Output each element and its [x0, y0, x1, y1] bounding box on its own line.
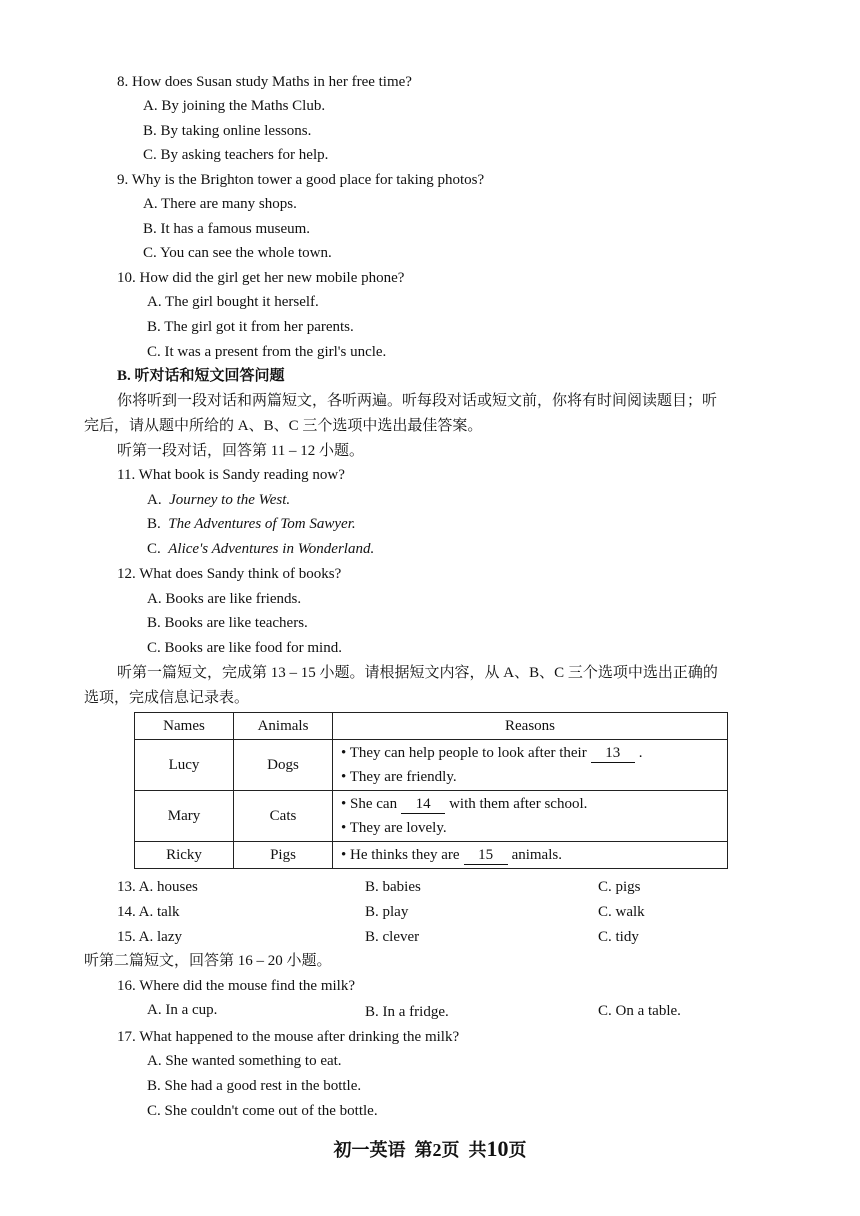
question-12: 12. What does Sandy think of books?: [117, 566, 342, 582]
cell-name: Mary: [135, 791, 234, 842]
question-11: 11. What book is Sandy reading now?: [117, 467, 345, 483]
section-b-title: B. 听对话和短文回答问题: [117, 368, 285, 384]
q13-option-b: B. babies: [365, 879, 421, 895]
q13-option-c: C. pigs: [598, 879, 641, 895]
passage2-instruction: 听第二篇短文，回答第 16 – 20 小题。: [84, 953, 332, 969]
cell-reasons: • They can help people to look after their 13 . • They are friendly.: [333, 740, 728, 791]
q12-option-b: B. Books are like teachers.: [147, 615, 308, 631]
table-row: [135, 740, 728, 791]
cell-reasons: • He thinks they are 15 animals.: [333, 842, 728, 869]
q11-option-a: A. Journey to the West.: [147, 492, 291, 508]
blank-14: 14: [401, 795, 445, 814]
cell-animal: Cats: [234, 791, 333, 842]
header-names: Names: [135, 713, 234, 740]
table-row: [135, 842, 728, 869]
cell-name: Ricky: [135, 842, 234, 869]
question-8: 8. How does Susan study Maths in her free time?: [117, 74, 412, 90]
table-row: [135, 791, 728, 842]
q10-option-a: A. The girl bought it herself.: [147, 294, 319, 310]
q8-option-a: A. By joining the Maths Club.: [143, 98, 326, 114]
blank-13: 13: [591, 744, 635, 763]
q14-option-c: C. walk: [598, 904, 645, 920]
footer-subject: 初一英语: [333, 1140, 406, 1160]
q15-option-c: C. tidy: [598, 929, 639, 945]
q15-option-a: 15. A. lazy: [117, 929, 182, 945]
cell-animal: Pigs: [234, 842, 333, 869]
q9-option-b: B. It has a famous museum.: [143, 221, 311, 237]
q15-option-b: B. clever: [365, 929, 420, 945]
q17-option-a: A. She wanted something to eat.: [147, 1053, 342, 1069]
question-10: 10. How did the girl get her new mobile phone?: [117, 270, 405, 286]
cell-name: Lucy: [135, 740, 234, 791]
q14-option-b: B. play: [365, 904, 409, 920]
q8-option-c: C. By asking teachers for help.: [143, 147, 329, 163]
q10-option-b: B. The girl got it from her parents.: [147, 319, 354, 335]
info-record-table: [134, 712, 728, 869]
page-footer: 初一英语 第2页 共10页: [333, 1136, 527, 1161]
passage1-instruction-line2: 选项，完成信息记录表。: [84, 690, 250, 706]
q16-option-a: A. In a cup.: [147, 1002, 218, 1018]
q16-option-c: C. On a table.: [598, 1003, 681, 1019]
q12-option-c: C. Books are like food for mind.: [147, 640, 342, 656]
q9-option-c: C. You can see the whole town.: [143, 245, 332, 261]
q17-option-c: C. She couldn't come out of the bottle.: [147, 1103, 378, 1119]
footer-total-pages: 10: [486, 1136, 509, 1161]
q14-option-a: 14. A. talk: [117, 904, 180, 920]
q11-option-b: B. The Adventures of Tom Sawyer.: [147, 516, 356, 532]
dialog-instruction: 听第一段对话，回答第 11 – 12 小题。: [117, 443, 364, 459]
section-b-instructions-line2: 完后，请从题中所给的 A、B、C 三个选项中选出最佳答案。: [84, 418, 483, 434]
section-b-instructions-line1: 你将听到一段对话和两篇短文，各听两遍。听每段对话或短文前，你将有时间阅读题目；听: [117, 393, 718, 409]
q10-option-c: C. It was a present from the girl's uncle.: [147, 344, 387, 360]
cell-reasons: • She can 14 with them after school. • They are lovely.: [333, 791, 728, 842]
question-16: 16. Where did the mouse find the milk?: [117, 978, 356, 994]
footer-page: 第2页: [414, 1140, 460, 1160]
cell-animal: Dogs: [234, 740, 333, 791]
question-17: 17. What happened to the mouse after drinking the milk?: [117, 1029, 460, 1045]
q9-option-a: A. There are many shops.: [143, 196, 297, 212]
q17-option-b: B. She had a good rest in the bottle.: [147, 1078, 362, 1094]
blank-15: 15: [464, 846, 508, 865]
passage1-instruction-line1: 听第一篇短文，完成第 13 – 15 小题。请根据短文内容，从 A、B、C 三个选项中选出正确的: [117, 665, 718, 681]
q12-option-a: A. Books are like friends.: [147, 591, 302, 607]
q11-option-c: C. Alice's Adventures in Wonderland.: [147, 541, 375, 557]
header-reasons: Reasons: [333, 713, 728, 740]
q16-option-b: B. In a fridge.: [365, 1004, 449, 1020]
header-animals: Animals: [234, 713, 333, 740]
q8-option-b: B. By taking online lessons.: [143, 123, 312, 139]
question-9: 9. Why is the Brighton tower a good place for taking photos?: [117, 172, 485, 188]
q13-option-a: 13. A. houses: [117, 879, 198, 895]
